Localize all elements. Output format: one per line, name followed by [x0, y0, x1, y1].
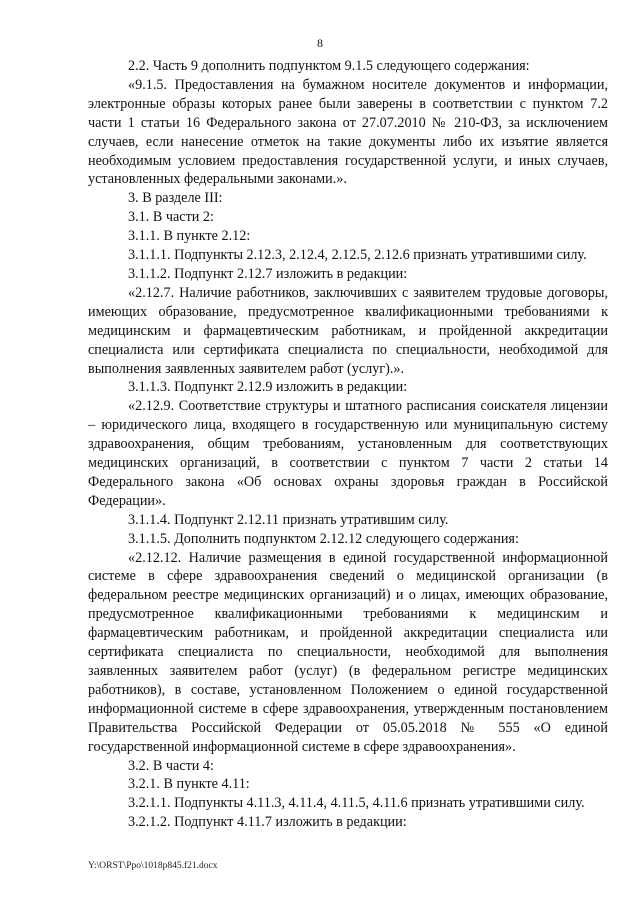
paragraph: 3.1.1.5. Дополнить подпунктом 2.12.12 следующего содержания:: [128, 530, 519, 547]
paragraph: 3.2.1.2. Подпункт 4.11.7 изложить в редакции:: [128, 814, 407, 831]
paragraph: 3.1.1.3. Подпункт 2.12.9 изложить в редакции:: [128, 379, 408, 396]
paragraph: 3.2. В части 4:: [128, 757, 214, 774]
paragraph: «2.12.12. Наличие размещения в единой государственной информационной системе в сфере здравоохранения сведений о медицинской организации (в федеральном реестре медицинских организаций) и о лицах, имеющих образование, предусмотренное квалификационными требованиями к медицинским и фармацевтическим работникам, и пройденной аккредитации специалиста или сертификата специалиста по специальности, необходимой для выполнения заявленных заявителем работ (услуг) (в федеральном регистре медицинских работников), в составе, установленном Положением о единой государственной информационной системе в сфере здравоохранения, утвержденным постановлением Правительства Российской Федерации от 05.05.2018 № 555 «О единой государственной информационной системе в сфере здравоохранения».: [88, 549, 608, 755]
paragraph: 3.1.1.1. Подпункты 2.12.3, 2.12.4, 2.12.5, 2.12.6 признать утратившими силу.: [128, 247, 587, 264]
paragraph: 3.2.1. В пункте 4.11:: [128, 776, 250, 793]
paragraph: «2.12.7. Наличие работников, заключивших с заявителем трудовые договоры, имеющих образование, предусмотренное квалификационными требованиями к медицинским и фармацевтическим работникам, и пройденной аккредитации специалиста или сертификата специалиста по специальности, необходимой для выполнения заявленных заявителем работ (услуг).».: [88, 284, 608, 377]
paragraph: «9.1.5. Предоставления на бумажном носителе документов и информации, электронные образы которых ранее были заверены в соответствии с пунктом 7.2 части 1 статьи 16 Федерального закона от 27.07.2010 № 210-ФЗ, за исключением случаев, если нанесение отметок на такие документы либо их изъятие является необходимым условием предоставления государственной услуги, и иных случаев, установленных федеральными законами.».: [88, 76, 608, 188]
page-number: 8: [317, 36, 323, 50]
paragraph: «2.12.9. Соответствие структуры и штатного расписания соискателя лицензии – юридического лица, входящего в государственную или муниципальную систему здравоохранения, общим требованиям, установленным для соответствующих медицинских организаций, в соответствии с пунктом 7 части 2 статьи 14 Федерального закона «Об основах охраны здоровья граждан в Российской Федерации».: [88, 398, 608, 509]
paragraph: 3.1.1.4. Подпункт 2.12.11 признать утратившим силу.: [128, 511, 449, 528]
paragraph: 3.1.1. В пункте 2.12:: [128, 228, 251, 245]
paragraph: 3.1. В части 2:: [128, 209, 214, 226]
paragraph: 3.1.1.2. Подпункт 2.12.7 изложить в редакции:: [128, 265, 408, 282]
paragraph: 3.2.1.1. Подпункты 4.11.3, 4.11.4, 4.11.5, 4.11.6 признать утратившими силу.: [128, 795, 585, 812]
document-body: [88, 57, 608, 832]
footer-file-path: Y:\ORST\Ppo\1018p845.f21.docx: [88, 861, 218, 871]
paragraph: 3. В разделе III:: [128, 190, 223, 207]
paragraph: 2.2. Часть 9 дополнить подпунктом 9.1.5 следующего содержания:: [128, 58, 530, 74]
